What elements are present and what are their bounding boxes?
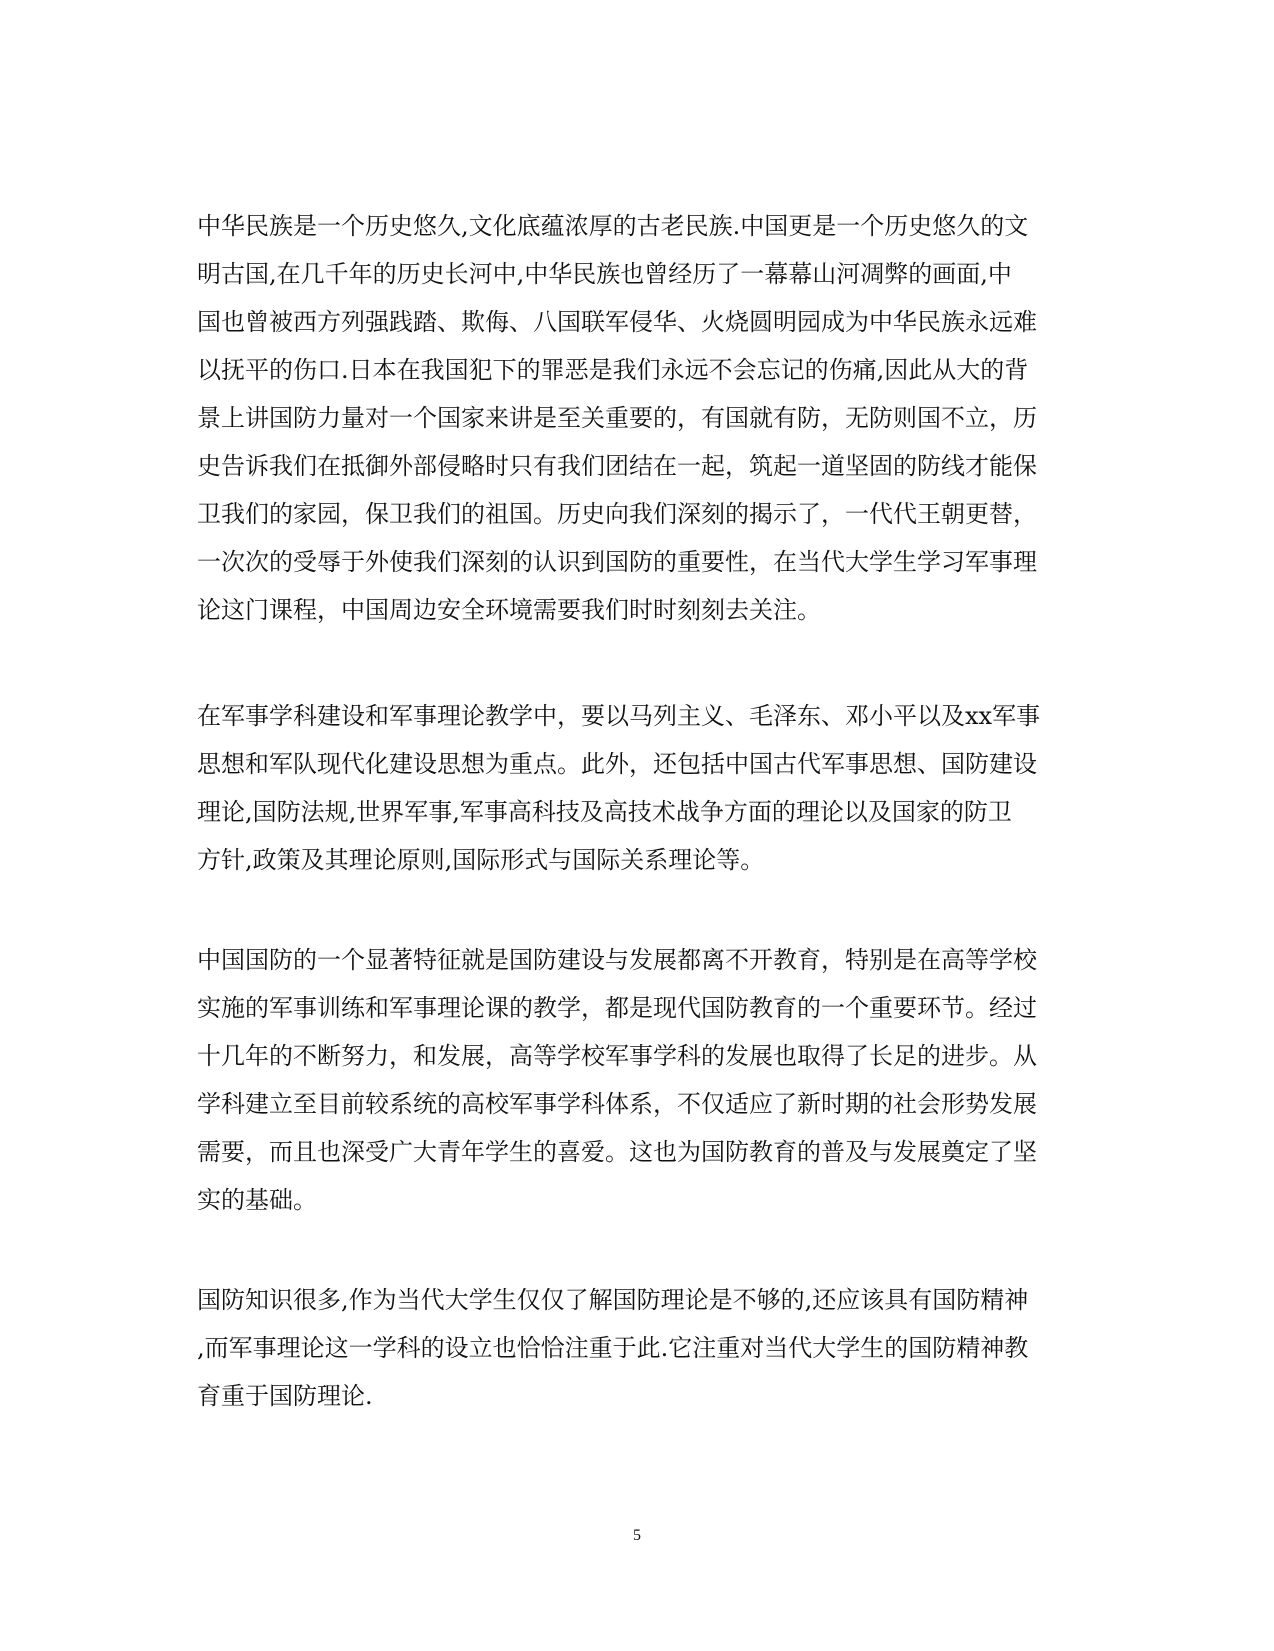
text-line: 景上讲国防力量对一个国家来讲是至关重要的，有国就有防，无防则国不立，历 — [197, 404, 1037, 432]
text-line: 学科建立至目前较系统的高校军事学科体系，不仅适应了新时期的社会形势发展 — [197, 1090, 1037, 1118]
text-line: ,而军事理论这一学科的设立也恰恰注重于此.它注重对当代大学生的国防精神教 — [197, 1334, 1029, 1362]
paragraph-defense-education — [197, 936, 1077, 1224]
text-line: 育重于国防理论. — [197, 1382, 373, 1410]
text-line: 理论,国防法规,世界军事,军事高科技及高技术战争方面的理论以及国家的防卫 — [197, 798, 1012, 826]
text-line: 论这门课程，中国周边安全环境需要我们时时刻刻去关注。 — [197, 596, 821, 624]
text-line: 国防知识很多,作为当代大学生仅仅了解国防理论是不够的,还应该具有国防精神 — [197, 1286, 1029, 1314]
text-line: 需要，而且也深受广大青年学生的喜爱。这也为国防教育的普及与发展奠定了坚 — [197, 1138, 1037, 1166]
page-number: 5 — [633, 1527, 641, 1544]
paragraph-national-history — [197, 202, 1077, 634]
text-line: 以抚平的伤口.日本在我国犯下的罪恶是我们永远不会忘记的伤痛,因此从大的背 — [197, 356, 1029, 384]
text-line: 方针,政策及其理论原则,国际形式与国际关系理论等。 — [197, 846, 765, 874]
text-line: 思想和军队现代化建设思想为重点。此外，还包括中国古代军事思想、国防建设 — [197, 750, 1037, 778]
text-line: 明古国,在几千年的历史长河中,中华民族也曾经历了一幕幕山河凋弊的画面,中 — [197, 260, 1012, 288]
text-line: 十几年的不断努力，和发展，高等学校军事学科的发展也取得了长足的进步。从 — [197, 1042, 1037, 1070]
text-line: 在军事学科建设和军事理论教学中，要以马列主义、毛泽东、邓小平以及xx军事 — [197, 702, 1041, 730]
text-line: 中国国防的一个显著特征就是国防建设与发展都离不开教育，特别是在高等学校 — [197, 946, 1037, 974]
text-line: 卫我们的家园，保卫我们的祖国。历史向我们深刻的揭示了，一代代王朝更替， — [197, 500, 1037, 528]
text-line: 国也曾被西方列强践踏、欺侮、八国联军侵华、火烧圆明园成为中华民族永远难 — [197, 308, 1037, 336]
text-line: 史告诉我们在抵御外部侵略时只有我们团结在一起，筑起一道坚固的防线才能保 — [197, 452, 1037, 480]
text-line: 实施的军事训练和军事理论课的教学，都是现代国防教育的一个重要环节。经过 — [197, 994, 1037, 1022]
text-line: 一次次的受辱于外使我们深刻的认识到国防的重要性，在当代大学生学习军事理 — [197, 548, 1037, 576]
text-line: 实的基础。 — [197, 1186, 317, 1214]
paragraph-defense-spirit — [197, 1276, 1077, 1420]
paragraph-military-theory-teaching — [197, 692, 1077, 884]
text-line: 中华民族是一个历史悠久,文化底蕴浓厚的古老民族.中国更是一个历史悠久的文 — [197, 212, 1029, 240]
